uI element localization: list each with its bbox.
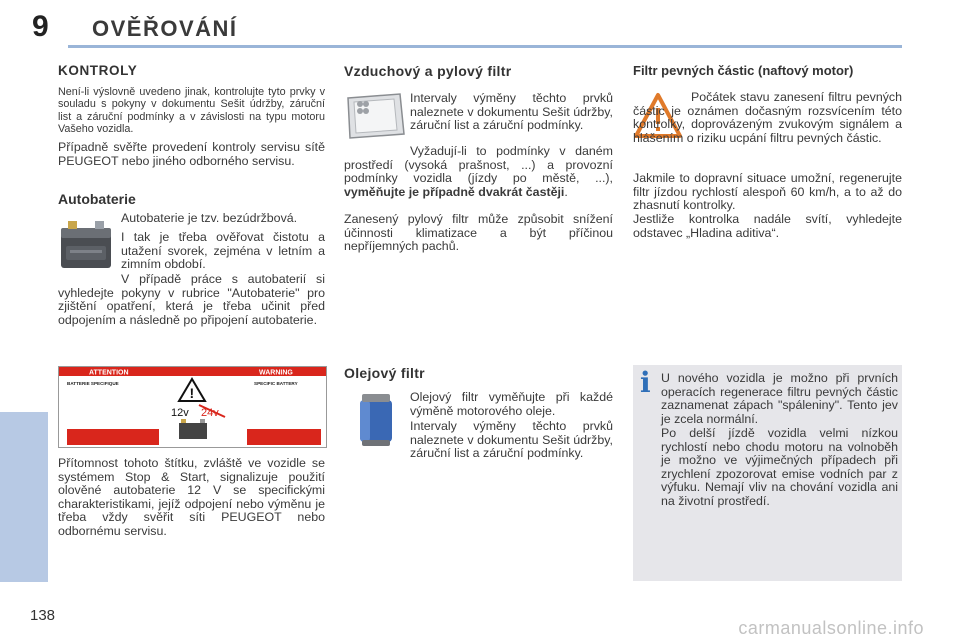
battery-check-terminals: I tak je třeba ověřovat čistotu a utažení svorek, zejména v letním a zimním období.: [121, 230, 325, 272]
air-filter-conditions: [344, 145, 613, 199]
section-heading-oil-filter: Olejový filtr: [344, 365, 425, 381]
oil-filter-replace: Olejový filtr vyměňujte při každé výměně motorového oleje.: [410, 390, 613, 418]
chapter-number: 9: [32, 10, 49, 43]
oil-filter-icon: [356, 392, 396, 448]
dpf-regenerate: Jakmile to dopravní situace umožní, regenerujte filtr jízdou rychlostí alespoň 60 km/h, a to až do zhasnutí kontrolky.: [633, 171, 902, 213]
air-filter-conditions-bold: vyměňujte je případně dvakrát častěji: [344, 184, 565, 199]
air-filter-conditions-end: .: [564, 184, 568, 199]
label-right-title: SPECIFIC BATTERY: [254, 381, 298, 386]
section-heading-autobaterie: Autobaterie: [58, 191, 136, 207]
info-icon: i: [640, 366, 651, 399]
air-filter-conditions-text: Vyžadují-li to podmínky v daném prostředí (vysoká prašnost, ...) a provozní podmínky vozidla (jízdy po městě, ...),: [344, 144, 613, 186]
battery-icon: [58, 216, 114, 274]
page-number: 138: [30, 607, 56, 624]
label-12v: 12v: [171, 407, 189, 419]
battery-label-graphic: [59, 367, 326, 447]
battery-maintenance-free: Autobaterie je tzv. bezúdržbová.: [121, 211, 298, 225]
air-filter-icon: [344, 90, 406, 142]
battery-warning-label: [58, 366, 327, 448]
kontroly-intro: Není-li výslovně uvedeno jinak, kontrolujte tyto prvky v souladu s pokyny v dokumentu Sešit údržby, záruční list a záruční podmínky a v závislosti na typu motoru Vašeho vozidla.: [58, 86, 325, 136]
chapter-side-tab: [0, 412, 48, 582]
section-heading-dpf: Filtr pevných částic (naftový motor): [633, 63, 854, 78]
battery-label-note: Přítomnost tohoto štítku, zvláště ve vozidle se systémem Stop & Start, signalizuje použití olověné autobaterie 12 V se specifickými charakteristikami, jejíž odpojení nebo výměnu je třeba vždy svěřit síti PEUGEOT nebo odbornému servisu.: [58, 456, 325, 538]
label-24v: 24v: [201, 407, 219, 419]
dpf-clogging-warning: Počátek stavu zanesení filtru pevných částic je oznámen dočasným rozsvícením této kontrolky, doprovázeným zvukovým signálem a hlášením o riziku ucpání filtru pevných částic.: [633, 90, 902, 145]
label-warning-text: WARNING: [259, 369, 293, 377]
section-heading-kontroly: KONTROLY: [58, 63, 138, 78]
chapter-title: OVĚŘOVÁNÍ: [92, 16, 238, 41]
section-heading-air-filter: Vzduchový a pylový filtr: [344, 63, 512, 79]
watermark: carmanualsonline.info: [738, 618, 924, 638]
info-low-speed: Po delší jízdě vozidla velmi nízkou rychlostí nebo chodu motoru na volnoběh je možno ve výjimečných případech při zrychlení zpozorovat emise vodních par z výfuku. Nemají vliv na chování vozidla ani na životní prostředí.: [661, 426, 898, 508]
info-new-vehicle: U nového vozidla je možno při prvních operacích regenerace filtru pevných částic zaznamenat zápach "spáleniny". Tento jev je zcela normální.: [661, 371, 898, 426]
header-rule: [68, 45, 902, 48]
oil-filter-intervals: Intervaly výměny těchto prvků naleznete v dokumentu Sešit údržby, záruční list a záruční podmínky.: [410, 419, 613, 461]
svg-text:!: !: [189, 385, 195, 401]
label-left-title: BATTERIE SPECIFIQUE: [67, 381, 119, 386]
label-attention-text: ATTENTION: [89, 369, 129, 377]
pollen-filter-note: Zanesený pylový filtr může způsobit snížení účinnosti klimatizace a být příčinou nepříjemných pachů.: [344, 212, 613, 254]
air-filter-intervals: Intervaly výměny těchto prvků naleznete v dokumentu Sešit údržby, záruční list a záruční podmínky.: [410, 91, 613, 133]
dpf-additive-level: Jestliže kontrolka nadále svítí, vyhledejte odstavec „Hladina aditiva“.: [633, 212, 902, 240]
kontroly-network: Případně svěřte provedení kontroly servisu sítě PEUGEOT nebo jiného odborného servisu.: [58, 140, 325, 168]
battery-work-note: V případě práce s autobaterií si vyhledejte pokyny v rubrice "Autobaterie" pro zjištění opatření, která je třeba učinit před odpojením a následně po připojení autobaterie.: [58, 272, 325, 327]
